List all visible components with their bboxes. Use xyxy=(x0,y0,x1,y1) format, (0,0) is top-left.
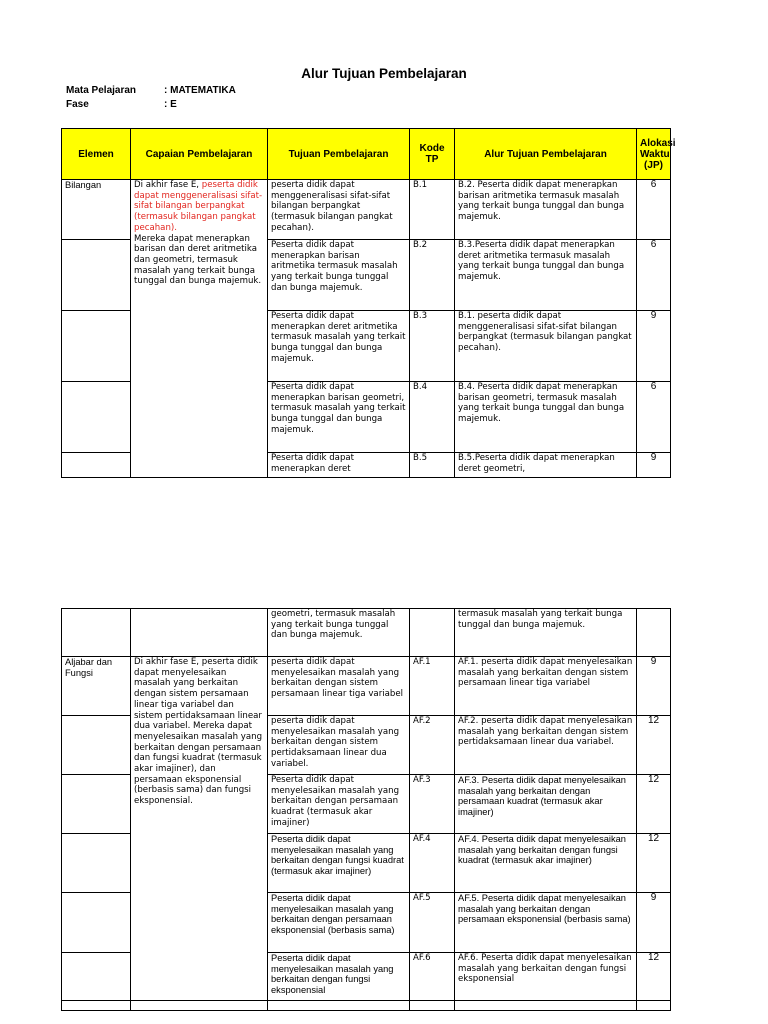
meta-phase-label: Fase xyxy=(66,99,89,110)
elemen-cell xyxy=(62,775,131,834)
jp-cell: 9 xyxy=(637,657,671,716)
elemen-cell: Aljabar dan Fungsi xyxy=(62,657,131,716)
jp-cell: 12 xyxy=(637,834,671,893)
kode-cell xyxy=(410,1001,455,1011)
alur-cell: AF.3. Peserta didik dapat menyelesaikan masalah yang berkaitan dengan persamaan kuadrat (termasuk akar imajiner) xyxy=(455,775,637,834)
kode-cell: AF.1 xyxy=(410,657,455,716)
tujuan-cell xyxy=(268,1001,410,1011)
alur-cell: AF.5. Peserta didik dapat menyelesaikan masalah yang berkaitan dengan persamaan eksponensial (berbasis sama) xyxy=(455,893,637,953)
jp-cell: 12 xyxy=(637,775,671,834)
kode-cell: B.2 xyxy=(410,240,455,311)
page-title: Alur Tujuan Pembelajaran xyxy=(301,66,467,81)
table-row xyxy=(62,657,671,716)
jp-cell: 12 xyxy=(637,716,671,775)
alur-cell: B.3.Peserta didik dapat menerapkan deret aritmetika termasuk masalah yang terkait bunga tunggal dan bunga majemuk. xyxy=(455,240,637,311)
header-alur: Alur Tujuan Pembelajaran xyxy=(455,129,637,180)
kode-cell: AF.5 xyxy=(410,893,455,953)
kode-cell: AF.2 xyxy=(410,716,455,775)
kode-cell: AF.6 xyxy=(410,953,455,1001)
kode-cell: B.5 xyxy=(410,453,455,478)
elemen-cell xyxy=(62,453,131,478)
table-row xyxy=(62,1001,671,1011)
meta-subject-value: : MATEMATIKA xyxy=(164,85,236,96)
tujuan-cell: Peserta didik dapat menerapkan barisan geometri, termasuk masalah yang terkait bunga tunggal dan bunga majemuk. xyxy=(268,382,410,453)
elemen-cell xyxy=(62,311,131,382)
header-tujuan: Tujuan Pembelajaran xyxy=(268,129,410,180)
header-elemen: Elemen xyxy=(62,129,131,180)
alur-cell: AF.1. peserta didik dapat menyelesaikan masalah yang berkaitan dengan sistem persamaan linear tiga variabel xyxy=(455,657,637,716)
jp-cell: 9 xyxy=(637,311,671,382)
table-header-row xyxy=(62,129,671,180)
alur-cell: B.5.Peserta didik dapat menerapkan deret geometri, xyxy=(455,453,637,478)
header-jp: Alokasi Waktu (JP) xyxy=(637,129,671,180)
elemen-cell xyxy=(62,1001,131,1011)
kode-cell xyxy=(410,609,455,657)
capaian-cell: Di akhir fase E, peserta didik dapat menyelesaikan masalah yang berkaitan dengan sistem persamaan linear tiga variabel dan sistem pertidaksamaan linear dua variabel. Mereka dapat menyelesaikan masalah yang berkaitan dengan persamaan dan fungsi kuadrat (termasuk akar imajiner), dan persamaan eksponensial (berbasis sama) dan fungsi eksponensial. xyxy=(131,657,268,1001)
table-row xyxy=(62,180,671,240)
elemen-cell xyxy=(62,953,131,1001)
meta-subject-label: Mata Pelajaran xyxy=(66,85,137,96)
atp-table-page2 xyxy=(61,608,671,1011)
elemen-cell xyxy=(62,834,131,893)
meta-subject xyxy=(66,85,236,96)
tujuan-cell: peserta didik dapat menyelesaikan masalah yang berkaitan dengan sistem pertidaksamaan linear dua variabel. xyxy=(268,716,410,775)
jp-cell: 9 xyxy=(637,893,671,953)
alur-cell: B.2. Peserta didik dapat menerapkan barisan aritmetika termasuk masalah yang terkait bunga tunggal dan bunga majemuk. xyxy=(455,180,637,240)
capaian-cell xyxy=(131,609,268,657)
alur-cell: AF.2. peserta didik dapat menyelesaikan masalah yang berkaitan dengan sistem pertidaksamaan linear dua variabel. xyxy=(455,716,637,775)
jp-cell: 9 xyxy=(637,453,671,478)
meta-phase xyxy=(66,99,177,110)
alur-cell xyxy=(455,1001,637,1011)
capaian-cell xyxy=(131,180,268,478)
alur-cell: AF.4. Peserta didik dapat menyelesaikan masalah yang berkaitan dengan fungsi kuadrat (termasuk akar imajiner) xyxy=(455,834,637,893)
elemen-cell xyxy=(62,893,131,953)
tujuan-cell: Peserta didik dapat menyelesaikan masalah yang berkaitan dengan fungsi kuadrat (termasuk akar imajiner) xyxy=(268,834,410,893)
kode-cell: AF.4 xyxy=(410,834,455,893)
alur-cell: B.1. peserta didik dapat menggeneralisasi sifat-sifat bilangan berpangkat (termasuk bilangan pangkat pecahan). xyxy=(455,311,637,382)
kode-cell: B.4 xyxy=(410,382,455,453)
alur-cell: AF.6. Peserta didik dapat menyelesaikan masalah yang berkaitan dengan fungsi eksponensial xyxy=(455,953,637,1001)
kode-cell: B.1 xyxy=(410,180,455,240)
tujuan-cell: Peserta didik dapat menerapkan deret aritmetika termasuk masalah yang terkait bunga tunggal dan bunga majemuk. xyxy=(268,311,410,382)
header-kode: Kode TP xyxy=(410,129,455,180)
capaian-rest: Mereka dapat menerapkan barisan dan deret aritmetika dan geometri, termasuk masalah yang terkait bunga tunggal dan bunga majemuk. xyxy=(134,233,262,287)
alur-cell: termasuk masalah yang terkait bunga tunggal dan bunga majemuk. xyxy=(455,609,637,657)
elemen-cell xyxy=(62,716,131,775)
header-capaian: Capaian Pembelajaran xyxy=(131,129,268,180)
elemen-cell xyxy=(62,609,131,657)
atp-table-page1 xyxy=(61,128,676,478)
tujuan-cell: Peserta didik dapat menyelesaikan masalah yang berkaitan dengan persamaan kuadrat (termasuk akar imajiner) xyxy=(268,775,410,834)
jp-cell: 12 xyxy=(637,953,671,1001)
tujuan-cell: Peserta didik dapat menyelesaikan masalah yang berkaitan dengan persamaan eksponensial (berbasis sama) xyxy=(268,893,410,953)
elemen-cell: Bilangan xyxy=(62,180,131,240)
tujuan-cell: Peserta didik dapat menerapkan deret xyxy=(268,453,410,478)
tujuan-cell: peserta didik dapat menggeneralisasi sifat-sifat bilangan berpangkat (termasuk bilangan pangkat pecahan). xyxy=(268,180,410,240)
tujuan-cell: Peserta didik dapat menerapkan barisan aritmetika termasuk masalah yang terkait bunga tunggal dan bunga majemuk. xyxy=(268,240,410,311)
capaian-cell xyxy=(131,1001,268,1011)
jp-cell xyxy=(637,609,671,657)
jp-cell xyxy=(637,1001,671,1011)
capaian-prefix: Di akhir fase E, xyxy=(134,180,200,190)
tujuan-cell: peserta didik dapat menyelesaikan masalah yang berkaitan dengan sistem persamaan linear tiga variabel xyxy=(268,657,410,716)
kode-cell: AF.3 xyxy=(410,775,455,834)
table-row xyxy=(62,609,671,657)
jp-cell: 6 xyxy=(637,180,671,240)
jp-cell: 6 xyxy=(637,382,671,453)
alur-cell: B.4. Peserta didik dapat menerapkan barisan geometri, termasuk masalah yang terkait bunga tunggal dan bunga majemuk. xyxy=(455,382,637,453)
jp-cell: 6 xyxy=(637,240,671,311)
meta-phase-value: : E xyxy=(164,99,177,110)
tujuan-cell: Peserta didik dapat menyelesaikan masalah yang berkaitan dengan fungsi eksponensial xyxy=(268,953,410,1001)
tujuan-cell: geometri, termasuk masalah yang terkait bunga tunggal dan bunga majemuk. xyxy=(268,609,410,657)
kode-cell: B.3 xyxy=(410,311,455,382)
elemen-cell xyxy=(62,382,131,453)
capaian-highlight: peserta didik dapat menggeneralisasi sifat-sifat bilangan berpangkat (termasuk bilangan pangkat pecahan). xyxy=(134,180,263,233)
elemen-cell xyxy=(62,240,131,311)
